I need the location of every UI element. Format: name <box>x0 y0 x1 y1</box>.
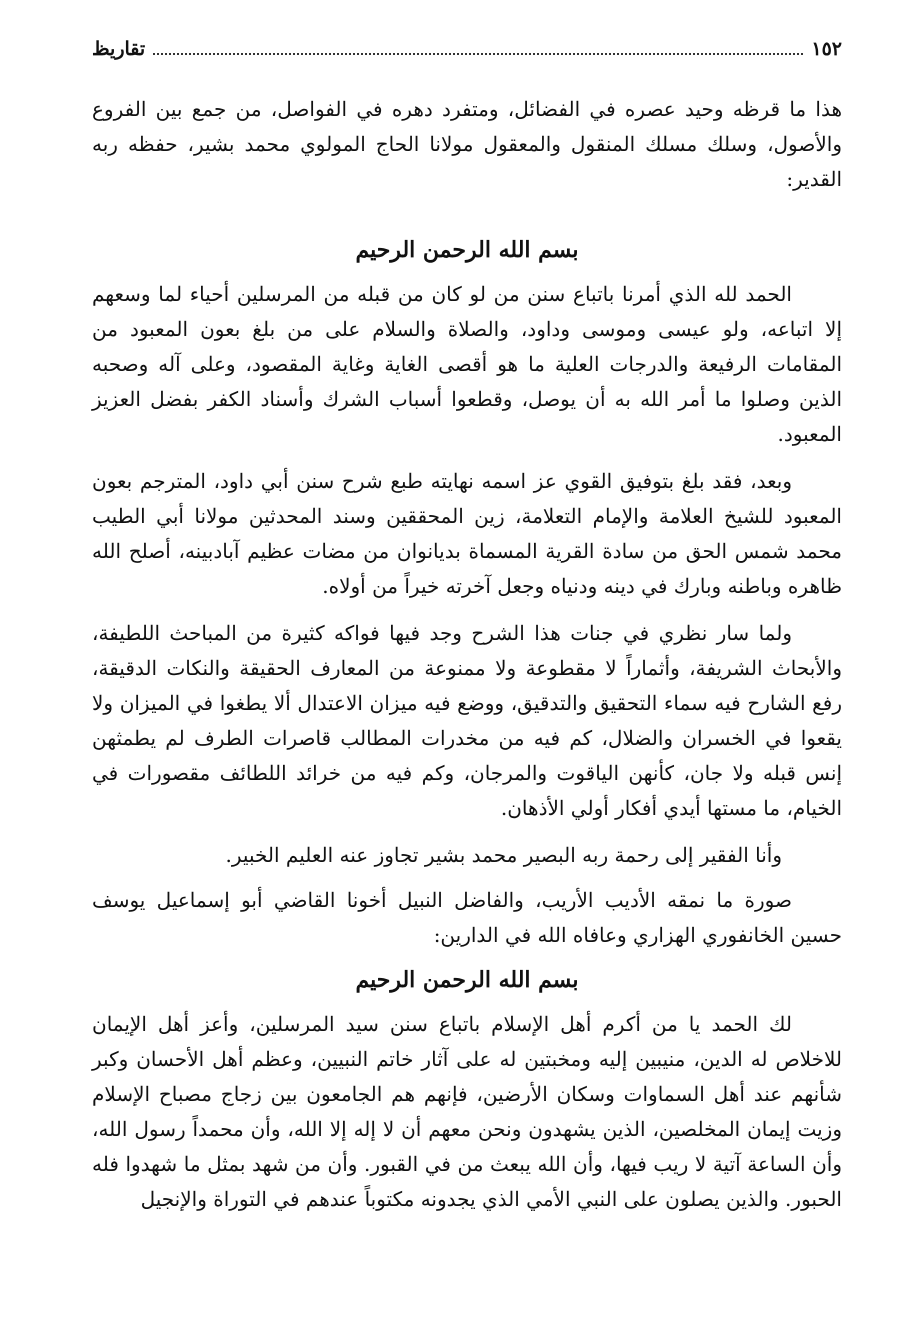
commentary-praise-paragraph: ولما سار نظري في جنات هذا الشرح وجد فيها فواكه كثيرة من المباحث اللطيفة، والأبحاث الشريفة، وأثماراً لا مقطوعة ولا ممنوعة من المعارف الحقيقة والنكات الدقيقة، رفع الشارح فيه سماء التحقيق والتدقيق، ووضع فيه ميزان الاعتدال ألا يطغوا في الميزان ولا يقعوا في الخسران والضلال، كم فيه من مخدرات المطالب قاصرات الطرف لم يطمثهن إنس قبله ولا جان، كأنهن الياقوت والمرجان، وكم فيه من خرائد اللطائف مقصورات في الخيام، ما مستها أيدي أفكار أولي الأذهان. <box>92 621 842 820</box>
section-title: تقاريظ <box>92 38 146 60</box>
dotted-leader <box>153 39 803 55</box>
book-page <box>92 38 842 1229</box>
praise-paragraph: الحمد لله الذي أمرنا باتباع سنن من لو كان من قبله من المرسلين أحياء لما وسعهم إلا اتباعه، ولو عيسى وموسى وداود، والصلاة والسلام على من بلغ بعون المعبود من المقامات الرفيعة والدرجات العلية ما هو أقصى الغاية وغاية المقصود، وعلى آله وصحبه الذين وصلوا ما أمر الله به أن يوصل، وقطعوا أسباب الشرك وأسناد الكفر بفضل العزيز المعبود. <box>92 282 842 446</box>
running-header <box>92 38 842 74</box>
basmala-heading: بسم الله الرحمن الرحيم <box>355 237 579 263</box>
book-description-paragraph: وبعد، فقد بلغ بتوفيق القوي عز اسمه نهايته طبع شرح سنن أبي داود، المترجم بعون المعبود للشيخ العلامة والإمام التعلامة، زين المحققين وسند المحدثين مولانا أبي الطيب محمد شمس الحق من سادة القرية المسماة بديانوان من مضات عظيم آبادبينه، أصلح الله ظاهره وباطنه وبارك في دينه ودنياه وجعل آخرته خيراً من أولاه. <box>92 469 842 598</box>
basmala-heading-second: بسم الله الرحمن الرحيم <box>355 967 579 993</box>
second-endorsement-paragraph: لك الحمد يا من أكرم أهل الإسلام باتباع سنن سيد المرسلين، وأعز أهل الإيمان للاخلاص له الدين، منيبين إليه ومخبتين له على آثار خاتم النبيين، وعظم أهل الأحسان وكبر شأنهم عند أهل السماوات وسكان الأرضين، فإنهم هم الجامعون بين زجاج مصباح الإسلام وزيت إيمان المخلصين، الذين يشهدون ونحن معهم أن لا إله إلا الله، وأن محمداً رسول الله، وأن الساعة آتية لا ريب فيها، وأن الله يبعث من في القبور. وأن من شهد بمثل ما شهدوا فله الحبور. والذين يصلون على النبي الأمي الذي يجدونه مكتوباً عندهم في التوراة والإنجيل <box>92 1012 842 1211</box>
intro-paragraph: هذا ما قرظه وحيد عصره في الفضائل، ومتفرد دهره في الفواصل، من جمع بين الفروع والأصول، وسلك مسلك المنقول والمعقول مولانا الحاج المولوي محمد بشير، حفظه ربه القدير: <box>92 97 842 191</box>
author-signature: وأنا الفقير إلى رحمة ربه البصير محمد بشير تجاوز عنه العليم الخبير. <box>225 843 782 867</box>
second-endorsement-intro: صورة ما نمقه الأديب الأريب، والفاضل النبيل أخونا القاضي أبو إسماعيل يوسف حسين الخانفوري الهزاري وعافاه الله في الدارين: <box>92 888 842 947</box>
page-number: ١٥٢ <box>811 38 842 60</box>
